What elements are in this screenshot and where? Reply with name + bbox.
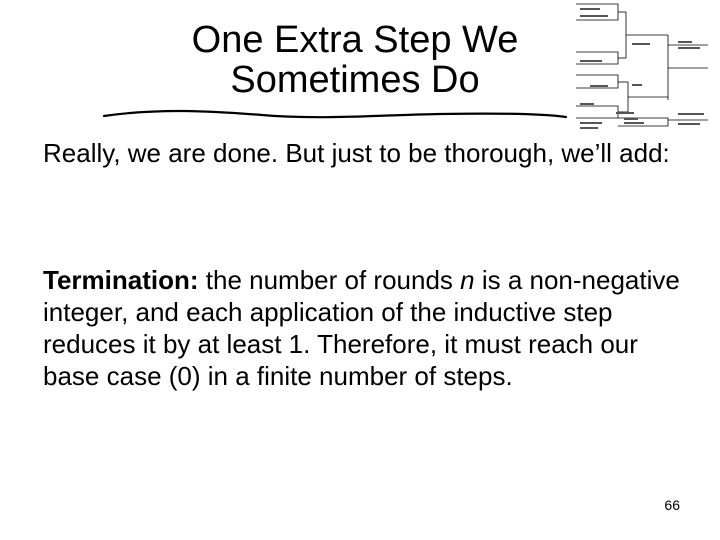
termination-paragraph	[43, 264, 693, 392]
page-number: 66	[664, 497, 680, 513]
title-line-2: Sometimes Do	[230, 59, 480, 101]
termination-text-b: is a non-negative integer, and each application of the inductive step reduces it by at least 1. Therefore, it must reach our base case (0) in a finite number of steps.	[43, 265, 680, 391]
tournament-bracket-image	[568, 0, 720, 135]
termination-text-a: the number of rounds	[198, 265, 461, 295]
slide-title	[120, 20, 590, 100]
title-line-1: One Extra Step We	[191, 19, 519, 61]
termination-label: Termination:	[43, 265, 199, 295]
intro-paragraph: Really, we are done. But just to be thorough, we’ll add:	[43, 138, 670, 168]
termination-variable: n	[460, 265, 475, 295]
